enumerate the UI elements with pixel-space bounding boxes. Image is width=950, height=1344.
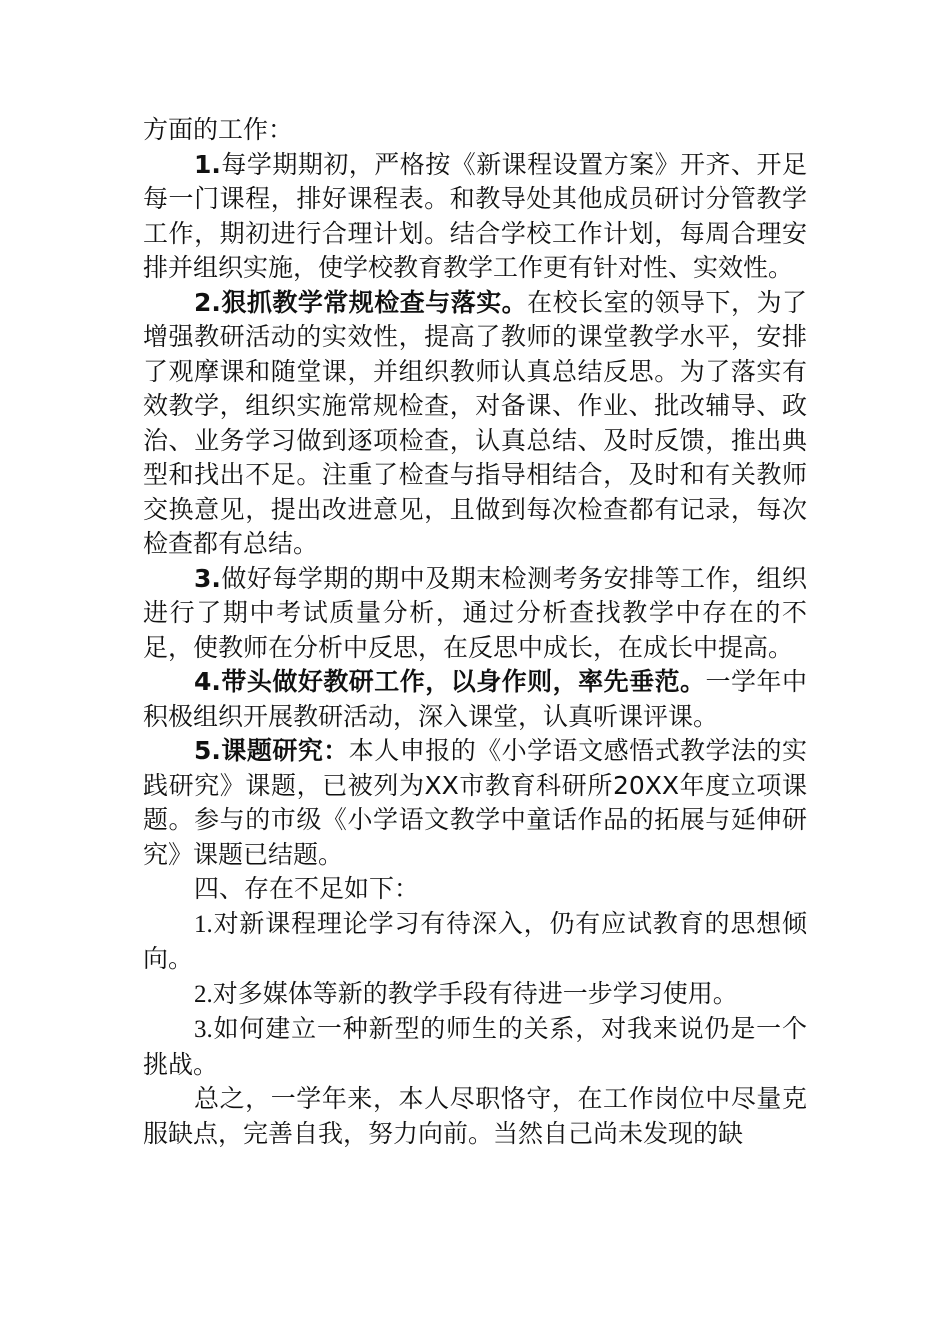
- shortcoming-1-number: 1.: [194, 910, 213, 938]
- shortcoming-1-text: 对新课程理论学习有待深入，仍有应试教育的思想倾向。: [143, 908, 807, 973]
- section-4-title: 四、存在不足如下：: [194, 874, 420, 903]
- shortcoming-2-number: 2.: [194, 980, 213, 1008]
- conclusion-text: 总之，一学年来，本人尽职恪守，在工作岗位中尽量克服缺点，完善自我，努力向前。当然自己尚未发现的缺: [143, 1084, 807, 1148]
- item-4-text: 一学年中积极组织开展教研活动，深入课堂，认真听课评课。: [143, 667, 807, 731]
- paragraph-intro: [143, 113, 807, 148]
- item-2-heading: 2.狠抓教学常规检查与落实。: [194, 287, 528, 317]
- paragraph-item-1: [143, 148, 807, 286]
- paragraph-item-3: [143, 562, 807, 666]
- shortcoming-3-number: 3.: [194, 1016, 213, 1043]
- item-3-text: 做好每学期的期中及期末检测考务安排等工作，组织进行了期中考试质量分析，通过分析查找教学中存在的不足，使教师在分析中反思，在反思中成长，在成长中提高。: [143, 563, 807, 662]
- item-2-text: 在校长室的领导下，为了增强教研活动的实效性，提高了教师的课堂教学水平，安排了观摩课和随堂课，并组织教师认真总结反思。为了落实有效教学，组织实施常规检查，对备课、作业、批改辅导、政治、业务学习做到逐项检查，认真总结、及时反馈，推出典型和找出不足。注重了检查与指导相结合，及时和有关教师交换意见，提出改进意见，且做到每次检查都有记录，每次检查都有总结。: [143, 287, 807, 558]
- document-body: [143, 113, 807, 1151]
- item-4-heading: 4.带头做好教研工作，以身作则，率先垂范。: [194, 667, 706, 696]
- paragraph-item-4: [143, 665, 807, 734]
- section-heading-shortcomings: [143, 872, 807, 907]
- item-1-text: 每学期期初，严格按《新课程设置方案》开齐、开足每一门课程，排好课程表。和教导处其他成员研讨分管教学工作，期初进行合理计划。结合学校工作计划，每周合理安排并组织实施，使学校教育教学工作更有针对性、实效性。: [143, 149, 807, 282]
- intro-text: 方面的工作：: [143, 115, 294, 144]
- item-1-number: 1.: [194, 149, 221, 179]
- shortcoming-item-2: [143, 977, 807, 1013]
- shortcoming-2-text: 对多媒体等新的教学手段有待进一步学习使用。: [212, 978, 738, 1008]
- paragraph-item-2: [143, 286, 807, 562]
- shortcoming-item-1: [143, 907, 807, 977]
- shortcoming-item-3: [143, 1012, 807, 1082]
- item-5-text: 本人申报的《小学语文感悟式教学法的实践研究》课题，已被列为XX市教育科研所20XX年度立项课题。参与的市级《小学语文教学中童话作品的拓展与延伸研究》课题已结题。: [143, 736, 807, 869]
- paragraph-item-5: [143, 734, 807, 872]
- item-5-heading: 5.课题研究：: [194, 736, 349, 765]
- item-3-number: 3.: [194, 563, 221, 593]
- shortcoming-3-text: 如何建立一种新型的师生的关系，对我来说仍是一个挑战。: [143, 1014, 807, 1079]
- paragraph-conclusion: [143, 1082, 807, 1151]
